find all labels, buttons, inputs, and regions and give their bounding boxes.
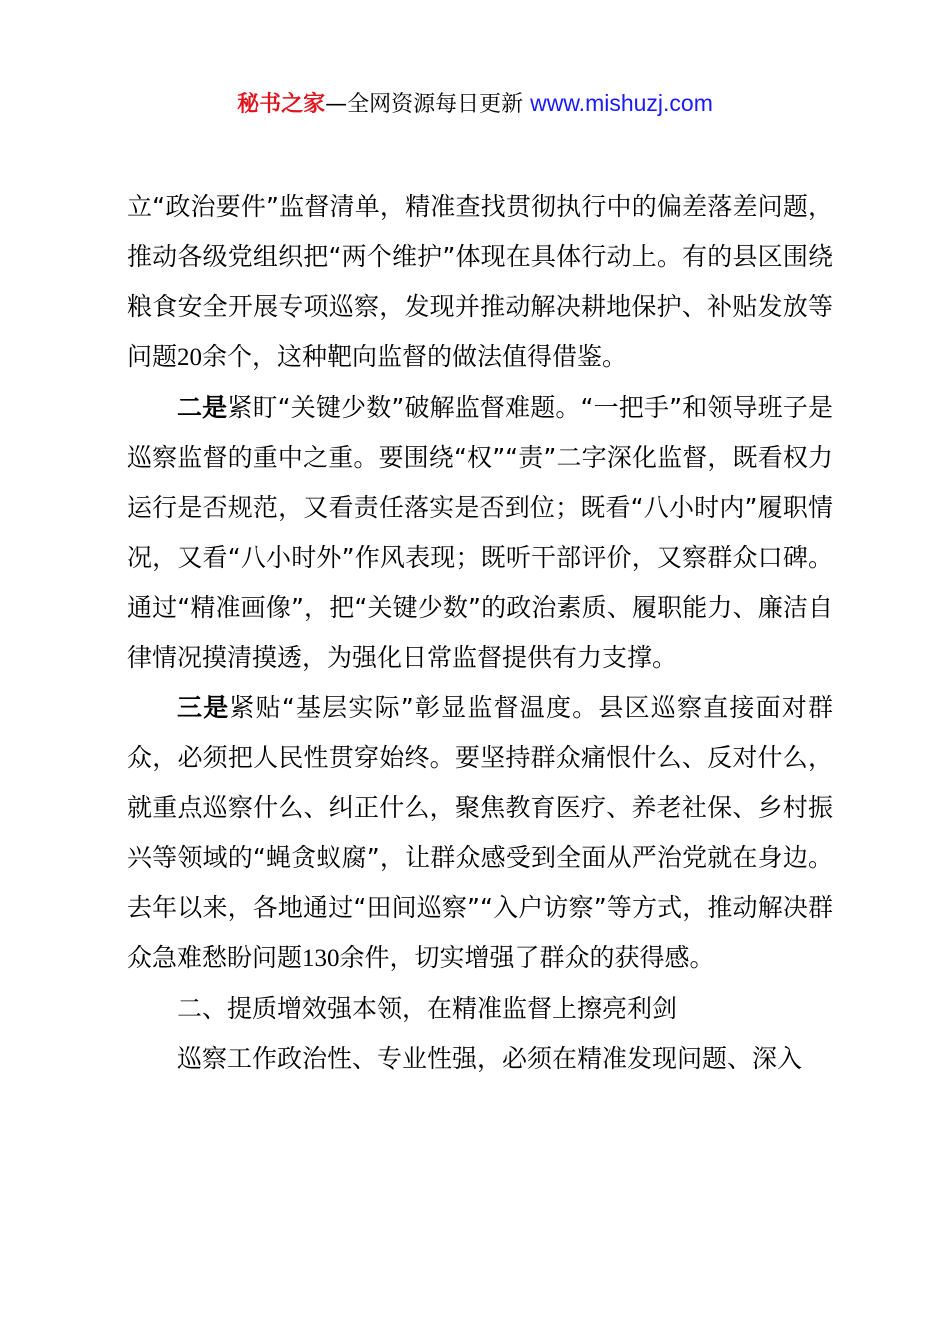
page-header [0,86,950,122]
section-heading-text: 二、提质增效强本领，在精准监督上擦亮利剑 [177,994,678,1023]
paragraph-section-intro [127,1034,833,1084]
paragraph-lead: 三是 [177,693,230,722]
header-url-link[interactable]: www.mishuzj.com [530,90,713,116]
document-body [127,182,833,1084]
paragraph-text: 紧贴“基层实际”彰显监督温度。县区巡察直接面对群众，必须把人民性贯穿始终。要坚持群众痛恨什么、反对什么，就重点巡察什么、纠正什么，聚焦教育医疗、养老社保、乡村振兴等领域的“蝇贪蚁腐”，让群众感受到全面从严治党就在身边。去年以来，各地通过“田间巡察”“入户访察”等方式，推动解决群众急难愁盼问题130余件，切实增强了群众的获得感。 [127,693,833,972]
paragraph-text: 立“政治要件”监督清单，精准查找贯彻执行中的偏差落差问题，推动各级党组织把“两个维护”体现在具体行动上。有的县区围绕粮食安全开展专项巡察，发现并推动解决耕地保护、补贴发放等问题20余个，这种靶向监督的做法值得借鉴。 [127,192,833,371]
header-tagline: —全网资源每日更新 [325,92,531,117]
section-heading [127,984,833,1034]
paragraph-lead: 二是 [177,393,228,422]
paragraph-point-two [127,383,833,683]
paragraph-text: 巡察工作政治性、专业性强，必须在精准发现问题、深入 [177,1044,803,1073]
number-text: 20 [177,344,203,371]
paragraph-continuation [127,182,833,383]
paragraph-text: 紧盯“关键少数”破解监督难题。“一把手”和领导班子是巡察监督的重中之重。要围绕“权”“责”二字深化监督，既看权力运行是否规范，又看责任落实是否到位；既看“八小时内”履职情况，又看“八小时外”作风表现；既听干部评价，又察群众口碑。通过“精准画像”，把“关键少数”的政治素质、履职能力、廉洁自律情况摸清摸透，为强化日常监督提供有力支撑。 [127,393,833,672]
header-brand: 秘书之家 [237,92,326,117]
paragraph-point-three [127,683,833,984]
number-text: 130 [302,945,340,972]
